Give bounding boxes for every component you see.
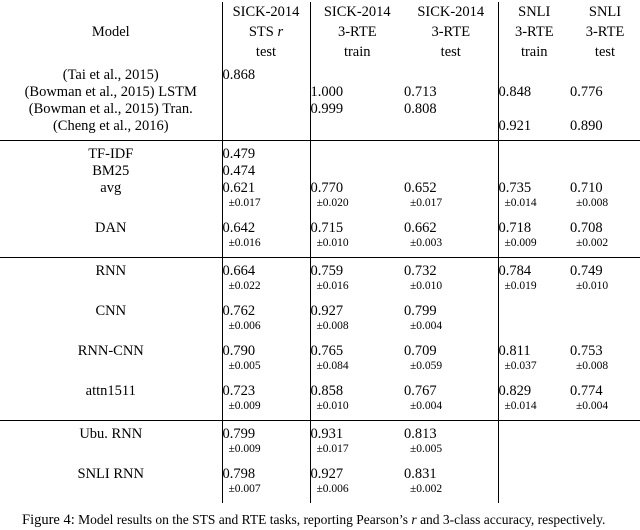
result-std: ±0.004 xyxy=(410,320,443,332)
result-cell xyxy=(222,84,310,101)
result-cell xyxy=(222,62,310,84)
header-snli-rte-train xyxy=(498,2,570,62)
result-cell xyxy=(570,421,640,467)
result-value: 0.890 xyxy=(570,118,603,134)
result-cell xyxy=(570,180,640,220)
result-cell xyxy=(570,118,640,141)
result-value: 0.790 xyxy=(222,343,256,359)
result-value: 0.931 xyxy=(310,426,344,442)
result-cell xyxy=(222,258,310,304)
result-value: 0.831 xyxy=(404,466,437,482)
table-row xyxy=(0,383,640,421)
result-value: 0.753 xyxy=(570,343,603,359)
result-std: ±0.009 xyxy=(228,443,261,455)
result-value: 0.784 xyxy=(498,263,532,279)
result-cell xyxy=(570,84,640,101)
model-name: CNN xyxy=(0,303,222,343)
figure-caption xyxy=(22,511,640,529)
result-std: ±0.010 xyxy=(576,280,609,292)
result-cell xyxy=(222,466,310,503)
result-std: ±0.003 xyxy=(410,237,443,249)
result-cell xyxy=(404,220,498,258)
result-std: ±0.059 xyxy=(410,360,443,372)
result-std: ±0.009 xyxy=(228,400,261,412)
result-cell xyxy=(404,101,498,118)
table-row xyxy=(0,62,640,84)
model-name: RNN xyxy=(0,258,222,304)
result-cell xyxy=(404,383,498,421)
header-line1: SICK-2014 xyxy=(323,4,391,20)
model-name: SNLI RNN xyxy=(0,466,222,503)
results-table xyxy=(0,2,640,503)
result-std: ±0.002 xyxy=(576,237,609,249)
result-value: 0.799 xyxy=(222,426,256,442)
result-cell xyxy=(498,258,570,304)
result-value: 0.709 xyxy=(404,343,437,359)
caption-text: Model results on the STS and RTE tasks, reporting Pearson’s r and 3-class accuracy, respectively. xyxy=(78,512,606,527)
result-cell xyxy=(570,141,640,164)
result-cell xyxy=(498,62,570,84)
result-cell xyxy=(310,84,404,101)
model-name: BM25 xyxy=(0,163,222,180)
table-row xyxy=(0,163,640,180)
header-sick-rte-test xyxy=(404,2,498,62)
result-cell xyxy=(498,343,570,383)
result-cell xyxy=(222,163,310,180)
result-value: 0.708 xyxy=(570,220,603,236)
header-line1: SICK-2014 xyxy=(232,4,300,20)
result-value: 0.759 xyxy=(310,263,344,279)
header-snli-rte-test xyxy=(570,2,640,62)
header-line2: 3-RTE xyxy=(585,24,625,40)
result-std: ±0.020 xyxy=(316,197,349,209)
result-cell xyxy=(310,258,404,304)
result-cell xyxy=(498,141,570,164)
result-std: ±0.019 xyxy=(504,280,537,292)
result-cell xyxy=(404,343,498,383)
result-value: 0.662 xyxy=(404,220,437,236)
result-std: ±0.010 xyxy=(316,400,349,412)
result-cell xyxy=(310,62,404,84)
result-cell xyxy=(404,62,498,84)
result-cell xyxy=(404,258,498,304)
result-cell xyxy=(310,141,404,164)
result-value: 0.808 xyxy=(404,101,437,117)
result-cell xyxy=(570,101,640,118)
result-cell xyxy=(498,180,570,220)
table-row xyxy=(0,118,640,141)
result-value: 0.713 xyxy=(404,84,437,100)
result-value: 0.735 xyxy=(498,180,532,196)
result-cell xyxy=(570,163,640,180)
header-sick-rte-train xyxy=(310,2,404,62)
result-cell xyxy=(570,303,640,343)
result-cell xyxy=(570,258,640,304)
model-name: avg xyxy=(0,180,222,220)
result-cell xyxy=(222,101,310,118)
result-std: ±0.006 xyxy=(316,483,349,495)
result-cell xyxy=(310,220,404,258)
result-cell xyxy=(222,220,310,258)
result-std: ±0.005 xyxy=(410,443,443,455)
result-value: 0.642 xyxy=(222,220,256,236)
result-value: 0.798 xyxy=(222,466,256,482)
result-value: 0.921 xyxy=(498,118,532,134)
result-cell xyxy=(498,118,570,141)
header-model: Model xyxy=(0,2,222,62)
result-cell xyxy=(310,343,404,383)
result-value: 0.767 xyxy=(404,383,437,399)
result-value: 0.479 xyxy=(222,146,256,162)
model-name: attn1511 xyxy=(0,383,222,421)
result-value: 0.868 xyxy=(222,67,256,83)
result-std: ±0.016 xyxy=(228,237,261,249)
result-cell xyxy=(498,220,570,258)
result-cell xyxy=(310,466,404,503)
table-row xyxy=(0,258,640,304)
result-value: 1.000 xyxy=(310,84,344,100)
header-line1: SNLI xyxy=(518,4,551,20)
result-std: ±0.010 xyxy=(410,280,443,292)
result-value: 0.715 xyxy=(310,220,344,236)
result-value: 0.474 xyxy=(222,163,256,179)
result-std: ±0.007 xyxy=(228,483,261,495)
result-value: 0.811 xyxy=(498,343,531,359)
header-line3: test xyxy=(594,44,616,60)
result-std: ±0.005 xyxy=(228,360,261,372)
result-cell xyxy=(404,163,498,180)
result-std: ±0.022 xyxy=(228,280,261,292)
header-sick-sts-test xyxy=(222,2,310,62)
result-std: ±0.009 xyxy=(504,237,537,249)
result-value: 0.999 xyxy=(310,101,344,117)
result-cell xyxy=(570,383,640,421)
table-row xyxy=(0,421,640,467)
model-name: (Bowman et al., 2015) LSTM xyxy=(0,84,222,101)
result-value: 0.770 xyxy=(310,180,344,196)
result-value: 0.652 xyxy=(404,180,437,196)
header-line2: 3-RTE xyxy=(431,24,471,40)
result-cell xyxy=(310,101,404,118)
result-std: ±0.002 xyxy=(410,483,443,495)
result-value: 0.813 xyxy=(404,426,437,442)
header-line1: SICK-2014 xyxy=(417,4,485,20)
result-cell xyxy=(498,84,570,101)
result-std: ±0.017 xyxy=(410,197,443,209)
model-name: RNN-CNN xyxy=(0,343,222,383)
result-std: ±0.004 xyxy=(576,400,609,412)
result-std: ±0.010 xyxy=(316,237,349,249)
table-header-row xyxy=(0,2,640,62)
result-cell xyxy=(404,84,498,101)
result-cell xyxy=(498,383,570,421)
result-value: 0.749 xyxy=(570,263,603,279)
result-cell xyxy=(404,466,498,503)
result-cell xyxy=(498,466,570,503)
result-cell xyxy=(222,141,310,164)
result-cell xyxy=(404,303,498,343)
model-name: (Bowman et al., 2015) Tran. xyxy=(0,101,222,118)
result-cell xyxy=(404,118,498,141)
header-line3: test xyxy=(440,44,461,60)
model-name: (Cheng et al., 2016) xyxy=(0,118,222,141)
result-std: ±0.017 xyxy=(316,443,349,455)
table-row xyxy=(0,303,640,343)
result-cell xyxy=(310,118,404,141)
table-row xyxy=(0,141,640,164)
result-value: 0.927 xyxy=(310,303,344,319)
result-std: ±0.016 xyxy=(316,280,349,292)
model-name: DAN xyxy=(0,220,222,258)
result-cell xyxy=(222,118,310,141)
result-std: ±0.037 xyxy=(504,360,537,372)
result-cell xyxy=(498,163,570,180)
result-cell xyxy=(222,343,310,383)
result-cell xyxy=(498,421,570,467)
header-line2: STS r xyxy=(248,24,284,40)
result-value: 0.774 xyxy=(570,383,603,399)
result-cell xyxy=(570,343,640,383)
result-value: 0.621 xyxy=(222,180,256,196)
result-cell xyxy=(310,383,404,421)
table-row xyxy=(0,101,640,118)
result-value: 0.664 xyxy=(222,263,256,279)
result-value: 0.927 xyxy=(310,466,344,482)
table-row xyxy=(0,180,640,220)
model-name: Ubu. RNN xyxy=(0,421,222,467)
result-value: 0.829 xyxy=(498,383,532,399)
result-value: 0.776 xyxy=(570,84,603,100)
table-row xyxy=(0,220,640,258)
result-cell xyxy=(222,383,310,421)
result-cell xyxy=(310,163,404,180)
result-std: ±0.006 xyxy=(228,320,261,332)
result-cell xyxy=(570,62,640,84)
result-cell xyxy=(404,421,498,467)
result-std: ±0.017 xyxy=(228,197,261,209)
table-row xyxy=(0,466,640,503)
result-cell xyxy=(404,180,498,220)
result-value: 0.765 xyxy=(310,343,344,359)
table-body xyxy=(0,62,640,503)
result-cell xyxy=(570,220,640,258)
result-cell xyxy=(222,180,310,220)
result-std: ±0.008 xyxy=(576,197,609,209)
result-std: ±0.008 xyxy=(576,360,609,372)
result-cell xyxy=(310,303,404,343)
header-line2: 3-RTE xyxy=(514,24,554,40)
result-cell xyxy=(498,303,570,343)
result-cell xyxy=(570,466,640,503)
result-std: ±0.004 xyxy=(410,400,443,412)
result-std: ±0.014 xyxy=(504,197,537,209)
header-line3: test xyxy=(255,44,277,60)
result-value: 0.799 xyxy=(404,303,437,319)
result-cell xyxy=(222,421,310,467)
result-value: 0.710 xyxy=(570,180,603,196)
result-value: 0.762 xyxy=(222,303,256,319)
header-line3: train xyxy=(520,44,548,60)
result-value: 0.723 xyxy=(222,383,256,399)
result-cell xyxy=(310,180,404,220)
result-std: ±0.008 xyxy=(316,320,349,332)
result-cell xyxy=(404,141,498,164)
result-value: 0.718 xyxy=(498,220,532,236)
header-line2: 3-RTE xyxy=(337,24,377,40)
result-cell xyxy=(498,101,570,118)
result-cell xyxy=(310,421,404,467)
header-line3: train xyxy=(343,44,371,60)
table-row xyxy=(0,343,640,383)
table-row xyxy=(0,84,640,101)
model-name: TF-IDF xyxy=(0,141,222,164)
caption-label: Figure 4: xyxy=(22,512,75,528)
result-value: 0.858 xyxy=(310,383,344,399)
result-std: ±0.084 xyxy=(316,360,349,372)
result-std: ±0.014 xyxy=(504,400,537,412)
result-value: 0.848 xyxy=(498,84,532,100)
result-cell xyxy=(222,303,310,343)
result-value: 0.732 xyxy=(404,263,437,279)
header-line1: SNLI xyxy=(588,4,622,20)
model-name: (Tai et al., 2015) xyxy=(0,62,222,84)
